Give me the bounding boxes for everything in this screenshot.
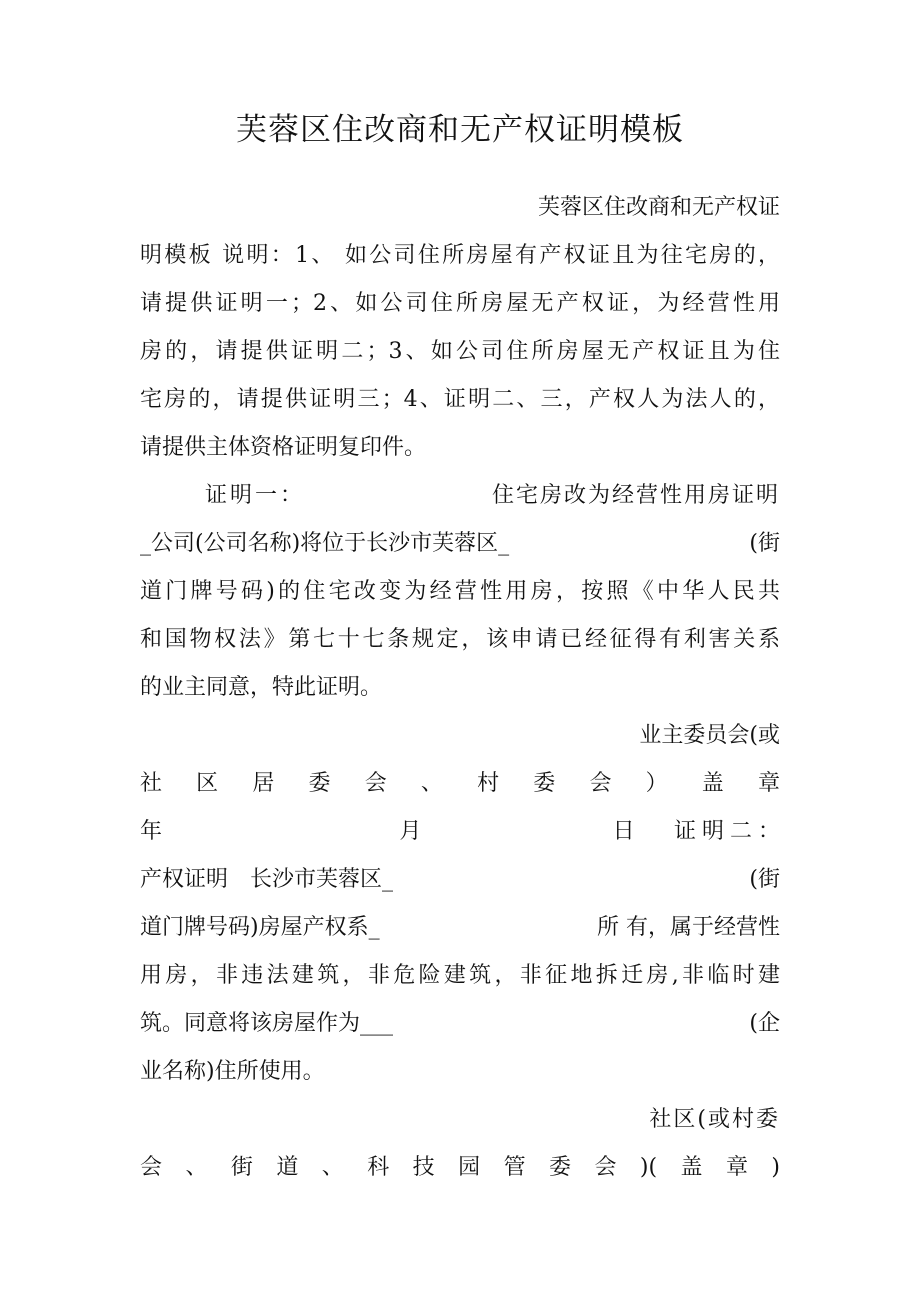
line [140,904,780,952]
line [140,616,780,664]
line [140,664,780,712]
line [140,232,780,280]
text: (街 [749,531,780,556]
text: 所 有，属于经营性 [597,915,780,940]
line [140,856,780,904]
text: 道门牌号码)的住宅改变为经营性用房，按照《中华人民共 [140,579,780,604]
document-body [140,184,786,1192]
text: 请提供主体资格证明复印件。 [140,435,427,460]
seal-line: 社区居委会、村委会）盖章 [140,771,780,796]
line [140,760,780,808]
text: 宅房的，请提供证明三；4、证明二、三，产权人为法人的， [140,387,780,412]
text: 明模板 说明：1、 如公司住所房屋有产权证且为往宅房的， [140,243,780,268]
line [140,568,780,616]
line [140,1144,780,1192]
certificate-one-title: 住宅房改为经营性用房证明 [491,483,780,508]
text: (企 [749,1011,780,1036]
line [140,472,780,520]
text: 房的，请提供证明二；3、如公司住所房屋无产权证且为住 [140,339,780,364]
text: 用房，非违法建筑，非危险建筑，非征地拆迁房,非临时建 [140,963,780,988]
text: 请提供证明一；2、如公司住所房屋无产权证，为经营性用 [140,291,780,316]
text: (街 [749,867,780,892]
line [140,184,780,232]
document-title: 芙蓉区住改商和无产权证明模板 [236,112,684,148]
date-line [140,808,786,856]
text: 和国物权法》第七十七条规定，该申请已经征得有利害关系 [140,627,780,652]
year-label: 年 [140,819,163,844]
signature-owner-committee: 业主委员会(或 [639,723,780,748]
month-label: 月 [399,819,422,844]
day-label: 日 [612,819,635,844]
line [140,328,780,376]
line [140,712,780,760]
signature-community: 社区(或村委 [649,1107,780,1132]
text: 筑。同意将该房屋作为___ [140,1011,394,1036]
line [140,520,780,568]
line [140,952,780,1000]
line [140,1048,780,1096]
certificate-one-label: 证明一： [205,483,306,508]
line [140,424,780,472]
text: 业名称)住所使用。 [140,1059,325,1084]
text: 的业主同意，特此证明。 [140,675,383,700]
seal-line: 会、街道、科技园管委会)(盖章) [140,1155,780,1180]
text: _公司(公司名称)将位于长沙市芙蓉区_ [140,531,510,556]
text: 道门牌号码)房屋产权系_ [140,915,380,940]
line [140,280,780,328]
certificate-two-label: 证明二： [673,819,786,844]
text: 芙蓉区住改商和无产权证 [537,195,780,220]
text: 产权证明 长沙市芙蓉区_ [140,867,394,892]
line [140,1096,780,1144]
line [140,1000,780,1048]
line [140,376,780,424]
